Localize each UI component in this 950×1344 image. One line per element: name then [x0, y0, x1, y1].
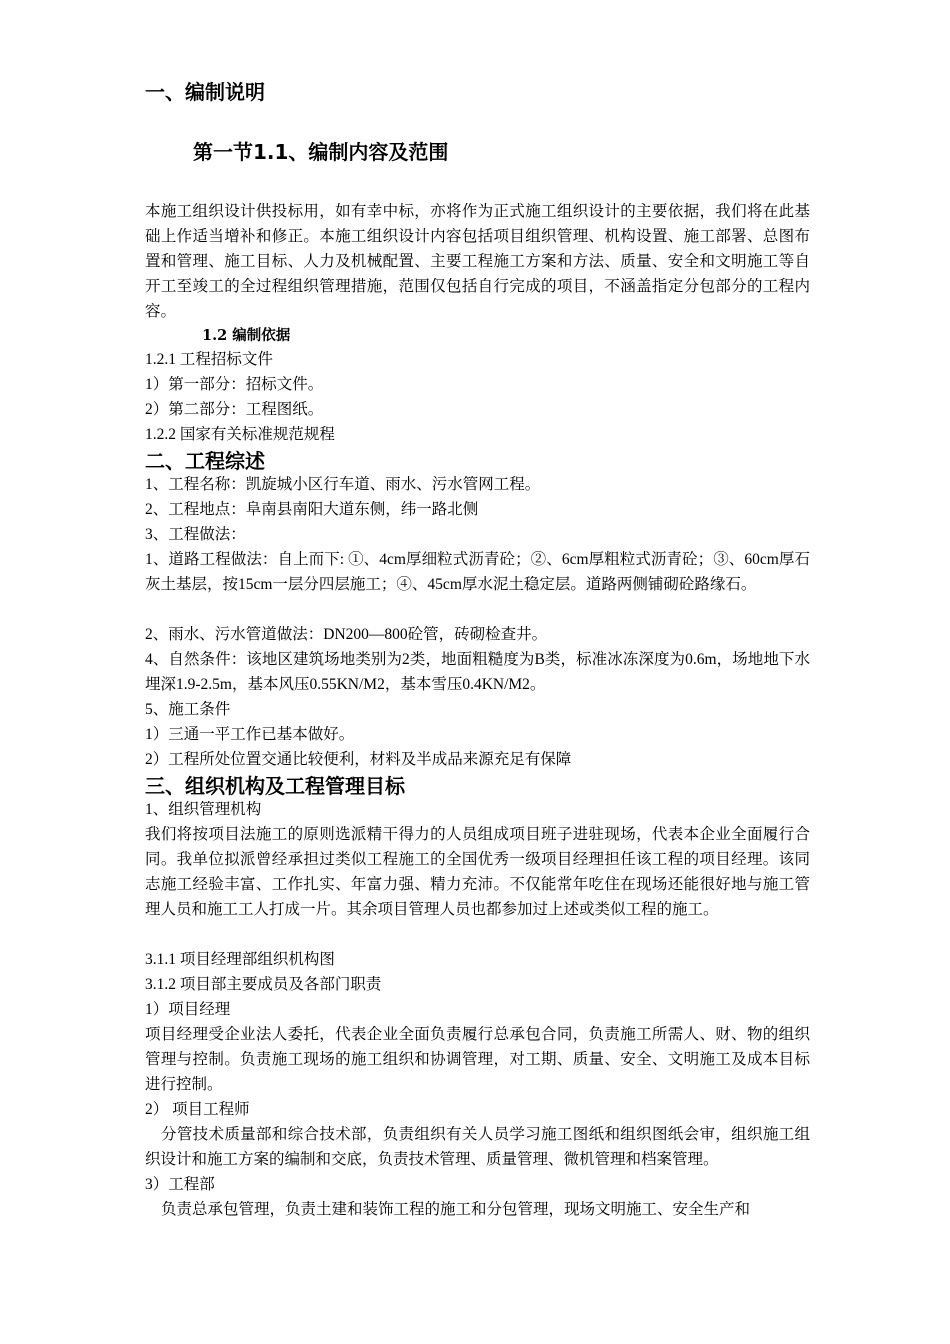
line-2-road: 1、道路工程做法：自上而下: ①、4cm厚细粒式沥青砼；②、6cm厚粗粒式沥青砼；③、60cm厚石灰土基层，按15cm一层分四层施工；④、45cm厚水泥土稳定层。道路两侧铺砌砼路缘石。	[145, 551, 810, 593]
section-1-title: 一、编制说明	[145, 80, 265, 104]
section-3-title: 三、组织机构及工程管理目标	[145, 774, 405, 798]
line-1-2-a: 1）第一部分：招标文件。	[145, 376, 324, 393]
line-2-2: 2、工程地点：阜南县南阳大道东侧，纬一路北侧	[145, 501, 479, 518]
line-1-2-b: 2）第二部分：工程图纸。	[145, 401, 324, 418]
section-1-2-title: 1.2 编制依据	[202, 327, 291, 344]
line-2-5-b: 2）工程所处位置交通比较便利，材料及半成品来源充足有保障	[145, 751, 572, 768]
line-2-5-a: 1）三通一平工作已基本做好。	[145, 726, 355, 743]
section-1-1-body: 本施工组织设计供投标用，如有幸中标，亦将作为正式施工组织设计的主要依据，我们将在此基础上作适当增补和修正。本施工组织设计内容包括项目组织管理、机构设置、施工部署、总图布置和管理、施工目标、人力及机械配置、主要工程施工方案和方法、质量、安全和文明施工等自开工至竣工的全过程组织管理措施，范围仅包括自行完成的项目，不涵盖指定分包部分的工程内容。	[145, 203, 810, 320]
paragraph-3-1: 我们将按项目法施工的原则选派精干得力的人员组成项目班子进驻现场，代表本企业全面履行合同。我单位拟派曾经承担过类似工程施工的全国优秀一级项目经理担任该工程的项目经理。该同志施工经验丰富、工作扎实、年富力强、精力充沛。不仅能常年吃住在现场还能很好地与施工管理人员和施工工人打成一片。其余项目管理人员也都参加过上述或类似工程的施工。	[145, 826, 810, 918]
line-2-1: 1、工程名称：凯旋城小区行车道、雨水、污水管网工程。	[145, 476, 541, 493]
line-2-3: 3、工程做法：	[145, 526, 246, 543]
line-dept-title: 3）工程部	[145, 1176, 215, 1193]
line-3-1: 1、组织管理机构	[145, 801, 262, 818]
line-1-2-2: 1.2.2 国家有关标准规范规程	[145, 426, 335, 443]
line-pm-title: 1）项目经理	[145, 1001, 231, 1018]
section-2-title: 二、工程综述	[145, 449, 265, 473]
line-2-pipe: 2、雨水、污水管道做法：DN200—800砼管，砖砌检查井。	[145, 626, 548, 643]
line-3-1-2: 3.1.2 项目部主要成员及各部门职责	[145, 976, 382, 993]
paragraph-dept: 负责总承包管理，负责土建和装饰工程的施工和分包管理，现场文明施工、安全生产和	[161, 1201, 751, 1218]
line-2-5: 5、施工条件	[145, 701, 231, 718]
paragraph-pm: 项目经理受企业法人委托，代表企业全面负责履行总承包合同，负责施工所需人、财、物的组织管理与控制。负责施工现场的施工组织和协调管理，对工期、质量、安全、文明施工及成本目标进行控制。	[145, 1026, 810, 1093]
line-engineer-title: 2） 项目工程师	[145, 1101, 250, 1118]
line-3-1-1: 3.1.1 项目经理部组织机构图	[145, 951, 335, 968]
line-1-2-1: 1.2.1 工程招标文件	[145, 351, 273, 368]
paragraph-engineer: 分管技术质量部和综合技术部，负责组织有关人员学习施工图纸和组织图纸会审，组织施工组织设计和施工方案的编制和交底，负责技术管理、质量管理、微机管理和档案管理。	[145, 1126, 810, 1168]
section-1-1-title: 第一节1.1、编制内容及范围	[193, 140, 449, 164]
line-2-4: 4、自然条件：该地区建筑场地类别为2类，地面粗糙度为B类，标准冰冻深度为0.6m，场地地下水埋深1.9-2.5m，基本风压0.55KN/M2，基本雪压0.4KN/M2。	[145, 651, 810, 693]
